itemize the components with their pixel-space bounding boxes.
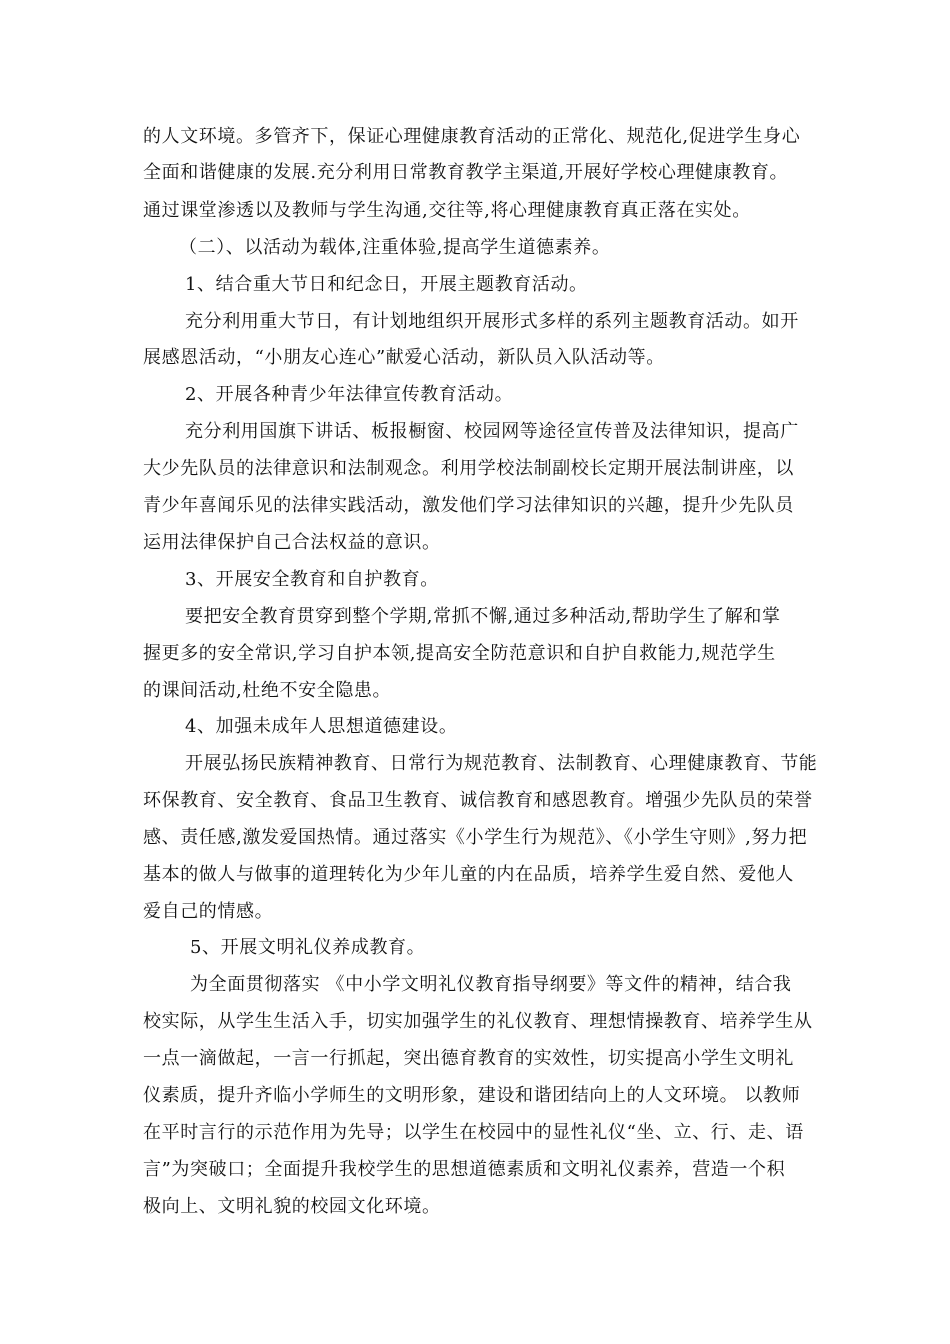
subsection-heading: 3、开展安全教育和自护教育。 — [185, 569, 439, 590]
text-line: 充分利用重大节日，有计划地组织开展形式多样的系列主题教育活动。如开 — [185, 311, 799, 332]
text-line: 为全面贯彻落实 《中小学文明礼仪教育指导纲要》等文件的精神，结合我 — [190, 974, 792, 995]
text-line: 仪素质，提升齐临小学师生的文明形象，建设和谐团结向上的人文环境。 以教师 — [143, 1085, 801, 1106]
subsection-heading: 2、开展各种青少年法律宣传教育活动。 — [185, 384, 514, 405]
text-line: 基本的做人与做事的道理转化为少年儿童的内在品质，培养学生爱自然、爱他人 — [143, 864, 794, 885]
text-line: 的课间活动,杜绝不安全隐患。 — [143, 680, 392, 701]
subsection-heading: 4、加强未成年人思想道德建设。 — [185, 716, 458, 737]
text-line: 极向上、文明礼貌的校园文化环境。 — [143, 1196, 441, 1217]
text-line: 青少年喜闻乐见的法律实践活动，激发他们学习法律知识的兴趣，提升少先队员 — [143, 495, 794, 516]
text-line: 充分利用国旗下讲话、板报橱窗、校园网等途径宣传普及法律知识，提高广 — [185, 421, 799, 442]
section-heading: （二）、以活动为载体,注重体验,提高学生道德素养。 — [179, 237, 611, 258]
text-line: 爱自己的情感。 — [143, 901, 274, 922]
text-line: 要把安全教育贯穿到整个学期,常抓不懈,通过多种活动,帮助学生了解和掌 — [185, 606, 781, 627]
text-line: 全面和谐健康的发展.充分利用日常教育教学主渠道,开展好学校心理健康教育。 — [143, 162, 789, 183]
text-line: 环保教育、安全教育、食品卫生教育、诚信教育和感恩教育。增强少先队员的荣誉 — [143, 790, 813, 811]
text-line: 的人文环境。多管齐下，保证心理健康教育活动的正常化、规范化,促进学生身心 — [143, 126, 801, 147]
text-line: 通过课堂渗透以及教师与学生沟通,交往等,将心理健康教育真正落在实处。 — [143, 200, 751, 221]
text-line: 一点一滴做起，一言一行抓起，突出德育教育的实效性，切实提高小学生文明礼 — [143, 1048, 794, 1069]
text-line: 言”为突破口；全面提升我校学生的思想道德素质和文明礼仪素养，营造一个积 — [143, 1159, 786, 1180]
text-line: 运用法律保护自己合法权益的意识。 — [143, 532, 441, 553]
text-line: 开展弘扬民族精神教育、日常行为规范教育、法制教育、心理健康教育、节能 — [185, 753, 818, 774]
text-line: 感、责任感,激发爱国热情。通过落实《小学生行为规范》、《小学生守则》,努力把 — [143, 827, 808, 848]
text-line: 展感恩活动，“小朋友心连心”献爱心活动，新队员入队活动等。 — [143, 347, 665, 368]
text-line: 在平时言行的示范作用为先导；以学生在校园中的显性礼仪“坐、立、行、走、语 — [143, 1122, 804, 1143]
text-line: 校实际，从学生生活入手，切实加强学生的礼仪教育、理想情操教育、培养学生从 — [143, 1011, 813, 1032]
text-line: 握更多的安全常识,学习自护本领,提高安全防范意识和自护自救能力,规范学生 — [143, 643, 776, 664]
subsection-heading: 1、结合重大节日和纪念日，开展主题教育活动。 — [185, 274, 588, 295]
subsection-heading: 5、开展文明礼仪养成教育。 — [190, 937, 426, 958]
text-line: 大少先队员的法律意识和法制观念。利用学校法制副校长定期开展法制讲座，以 — [143, 458, 794, 479]
